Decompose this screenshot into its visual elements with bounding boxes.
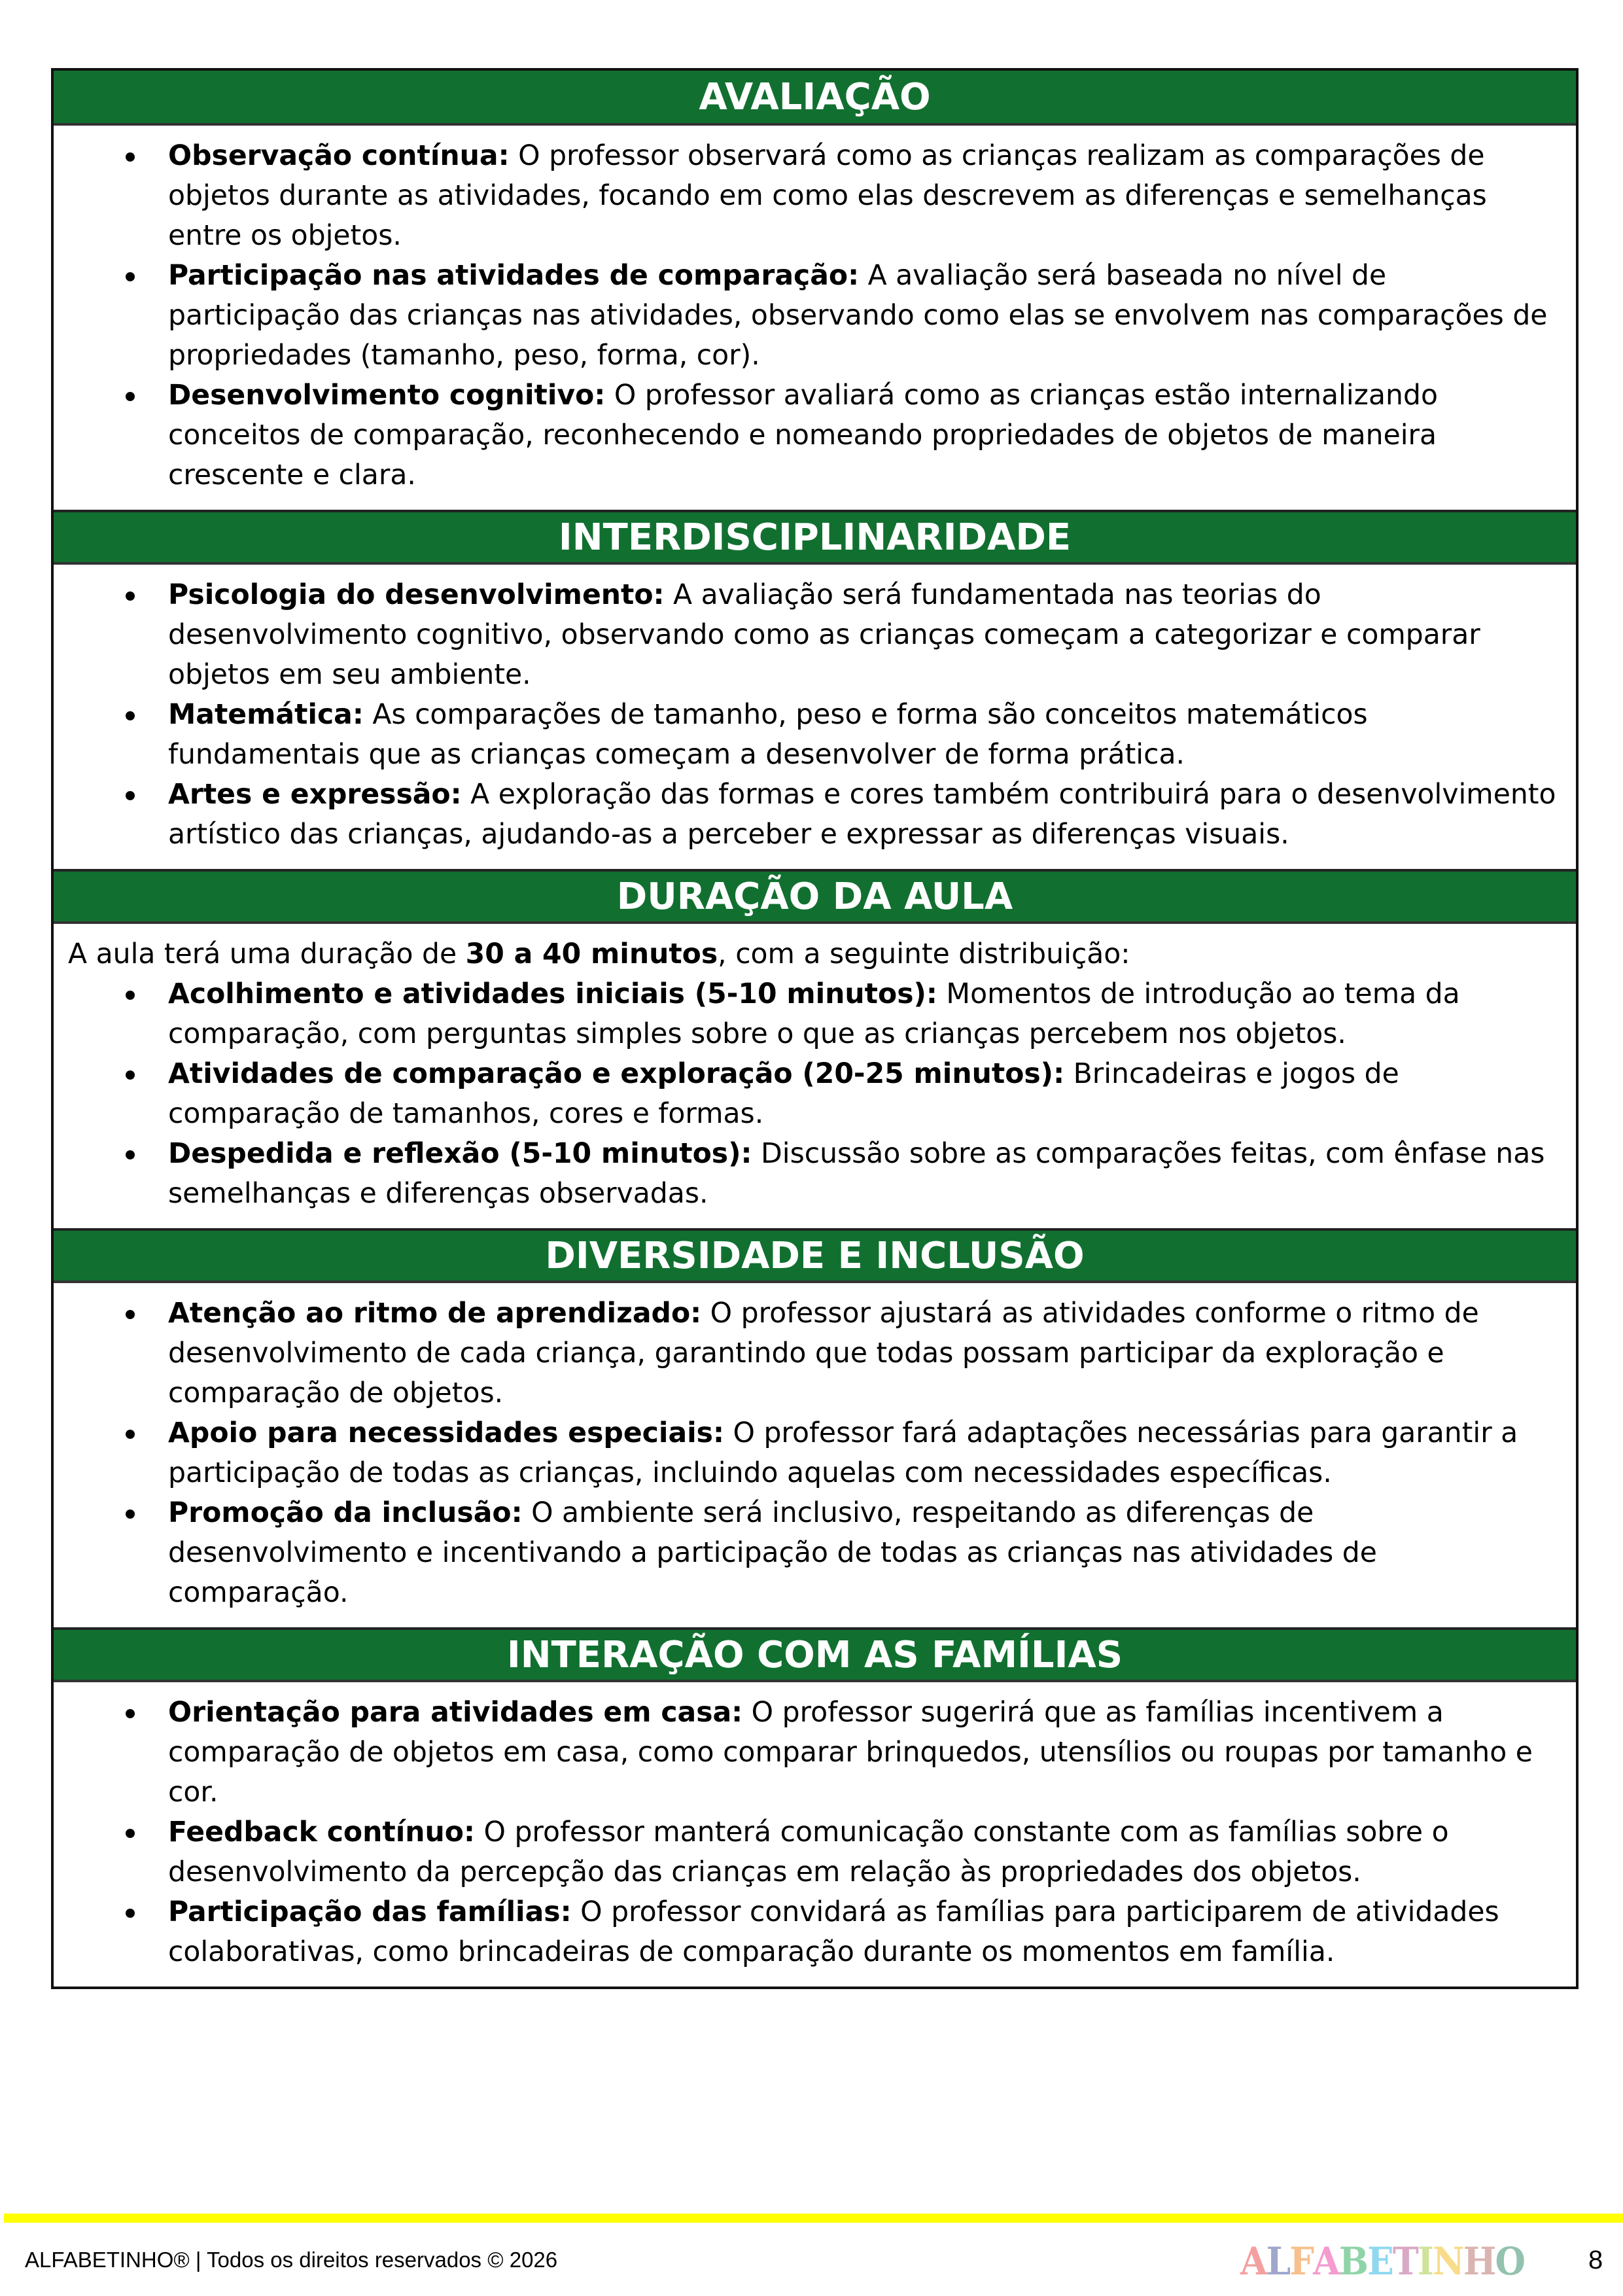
logo-letter: B <box>1338 2239 1368 2284</box>
item-lead: Despedida e reflexão (5-10 minutos): <box>168 1138 752 1170</box>
bullet-icon <box>126 1310 135 1319</box>
item-lead: Desenvolvimento cognitivo: <box>168 380 606 412</box>
section-title: DURAÇÃO DA AULA <box>616 875 1013 918</box>
item-lead: Participação nas atividades de comparação: <box>168 260 860 292</box>
bullet-icon <box>126 1709 135 1718</box>
logo-letter: I <box>1417 2239 1433 2284</box>
item-text: O professor ajustará as atividades conforme o ritmo de desenvolvimento de cada criança, garantindo que todas possam participar da exploração e comparação de objetos. <box>168 1298 1479 1409</box>
list-item <box>67 1413 1560 1493</box>
item-text: O professor convidará as famílias para participarem de atividades colaborativas, como brincadeiras de comparação durante os momentos em família. <box>168 1896 1499 1968</box>
list-item <box>67 575 1560 695</box>
list-item <box>67 974 1560 1054</box>
item-text: O professor avaliará como as crianças estão internalizando conceitos de comparação, reconhecendo e nomeando propriedades de objetos de maneira crescente e clara. <box>168 380 1438 491</box>
bullet-icon <box>126 1150 135 1159</box>
list-item <box>67 775 1560 855</box>
item-text: As comparações de tamanho, peso e forma são conceitos matemáticos fundamentais que as crianças começam a desenvolver de forma prática. <box>168 699 1368 771</box>
item-text: O professor manterá comunicação constante com as famílias sobre o desenvolvimento da percepção das crianças em relação às propriedades dos objetos. <box>168 1816 1449 1888</box>
alfabetinho-logo <box>1240 2239 1525 2284</box>
bullet-icon <box>126 592 135 601</box>
section-header-duracao <box>54 869 1576 924</box>
bullet-icon <box>126 711 135 720</box>
logo-letter: T <box>1392 2239 1418 2284</box>
list-item <box>67 256 1560 376</box>
section-body-familias <box>54 1682 1576 1987</box>
logo-letter: L <box>1266 2239 1290 2284</box>
bullet-icon <box>126 991 135 1000</box>
list-item <box>67 1812 1560 1892</box>
section-title: INTERAÇÃO COM AS FAMÍLIAS <box>506 1633 1123 1676</box>
item-lead: Psicologia do desenvolvimento: <box>168 579 665 611</box>
section-title: AVALIAÇÃO <box>699 75 931 118</box>
bullet-icon <box>126 272 135 281</box>
logo-letter: A <box>1313 2239 1339 2284</box>
logo-letter: A <box>1240 2239 1266 2284</box>
item-text: O professor fará adaptações necessárias para garantir a participação de todas as crianças, incluindo aquelas com necessidades específicas. <box>168 1417 1518 1489</box>
item-text: A avaliação será baseada no nível de participação das crianças nas atividades, observando como elas se envolvem nas comparações de propriedades (tamanho, peso, forma, cor). <box>168 260 1548 372</box>
list-item <box>67 1134 1560 1214</box>
section-header-familias <box>54 1627 1576 1682</box>
section-title: INTERDISCIPLINARIDADE <box>558 516 1072 559</box>
intro-text: A aula terá uma duração de <box>68 938 466 970</box>
logo-letter: H <box>1463 2239 1495 2284</box>
logo-letter: F <box>1289 2239 1314 2284</box>
bullet-icon <box>126 152 135 162</box>
item-lead: Apoio para necessidades especiais: <box>168 1417 724 1449</box>
item-lead: Observação contínua: <box>168 140 510 172</box>
list-item <box>67 1693 1560 1812</box>
list-item <box>67 376 1560 495</box>
item-text: Momentos de introdução ao tema da comparação, com perguntas simples sobre o que as crianças percebem nos objetos. <box>168 978 1460 1050</box>
bullet-list <box>67 575 1560 855</box>
bullet-icon <box>126 1909 135 1918</box>
list-item <box>67 1294 1560 1413</box>
logo-letter: N <box>1432 2239 1463 2284</box>
item-lead: Feedback contínuo: <box>168 1816 475 1848</box>
footer-divider <box>4 2214 1623 2223</box>
section-body-diversidade <box>54 1283 1576 1627</box>
list-item <box>67 1054 1560 1134</box>
duration-intro <box>67 934 1560 974</box>
bullet-list <box>67 136 1560 495</box>
item-text: A exploração das formas e cores também contribuirá para o desenvolvimento artístico das crianças, ajudando-as a perceber e expressar as diferenças visuais. <box>168 779 1556 851</box>
item-text: Discussão sobre as comparações feitas, com ênfase nas semelhanças e diferenças observadas. <box>168 1138 1545 1210</box>
footer-copyright: ALFABETINHO® | Todos os direitos reservados © 2026 <box>25 2248 558 2272</box>
item-lead: Orientação para atividades em casa: <box>168 1697 743 1729</box>
item-lead: Matemática: <box>168 699 364 731</box>
item-lead: Promoção da inclusão: <box>168 1497 523 1529</box>
lesson-plan-table <box>51 68 1579 1989</box>
item-lead: Atenção ao ritmo de aprendizado: <box>168 1298 702 1330</box>
section-header-interdisciplinaridade <box>54 510 1576 565</box>
intro-text: , com a seguinte distribuição: <box>718 938 1130 970</box>
item-lead: Participação das famílias: <box>168 1896 572 1928</box>
bullet-list <box>67 1294 1560 1613</box>
bullet-icon <box>126 791 135 800</box>
list-item <box>67 1892 1560 1972</box>
section-body-interdisciplinaridade <box>54 565 1576 869</box>
item-text: A avaliação será fundamentada nas teorias do desenvolvimento cognitivo, observando como as crianças começam a categorizar e comparar objetos em seu ambiente. <box>168 579 1480 691</box>
duration-value: 30 a 40 minutos <box>465 938 718 970</box>
bullet-icon <box>126 392 135 401</box>
item-text: Brincadeiras e jogos de comparação de tamanhos, cores e formas. <box>168 1058 1399 1130</box>
item-text: O professor observará como as crianças realizam as comparações de objetos durante as atividades, focando em como elas descrevem as diferenças e semelhanças entre os objetos. <box>168 140 1487 252</box>
section-body-duracao <box>54 924 1576 1228</box>
section-header-avaliacao <box>54 71 1576 126</box>
logo-letter: E <box>1367 2239 1393 2284</box>
list-item <box>67 136 1560 256</box>
bullet-icon <box>126 1829 135 1838</box>
bullet-list <box>67 1693 1560 1972</box>
logo-letter: O <box>1495 2239 1525 2284</box>
list-item <box>67 1493 1560 1613</box>
item-text: O professor sugerirá que as famílias incentivem a comparação de objetos em casa, como comparar brinquedos, utensílios ou roupas por tamanho e cor. <box>168 1697 1533 1809</box>
bullet-list <box>67 974 1560 1214</box>
bullet-icon <box>126 1510 135 1519</box>
section-header-diversidade <box>54 1228 1576 1283</box>
item-text: O ambiente será inclusivo, respeitando as diferenças de desenvolvimento e incentivando a participação de todas as crianças nas atividades de comparação. <box>168 1497 1377 1609</box>
list-item <box>67 695 1560 775</box>
section-body-avaliacao <box>54 126 1576 510</box>
page-number: 8 <box>1588 2246 1603 2274</box>
item-lead: Acolhimento e atividades iniciais (5-10 minutos): <box>168 978 937 1010</box>
bullet-icon <box>126 1070 135 1080</box>
section-title: DIVERSIDADE E INCLUSÃO <box>545 1234 1085 1277</box>
item-lead: Artes e expressão: <box>168 779 462 811</box>
item-lead: Atividades de comparação e exploração (20-25 minutos): <box>168 1058 1065 1090</box>
bullet-icon <box>126 1430 135 1439</box>
